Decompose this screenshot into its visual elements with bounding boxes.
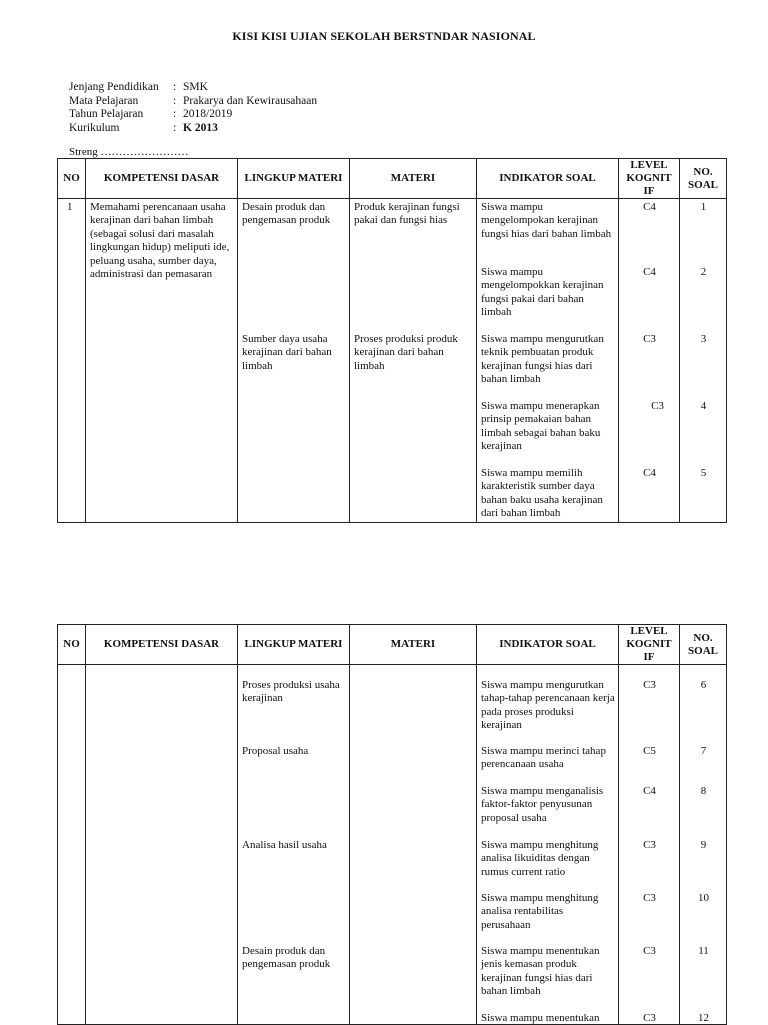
- level-text: C3: [651, 400, 664, 412]
- meta-row-kurikulum: [69, 122, 317, 136]
- nosoal-text: 8: [700, 785, 707, 797]
- indikator-text: Siswa mampu merinci tahap perencanaan usaha: [481, 745, 606, 771]
- header-level: LEVEL KOGNIT IF: [619, 625, 680, 665]
- nosoal-text: 1: [700, 201, 707, 213]
- level-text: C3: [643, 945, 656, 957]
- meta-value: 2018/2019: [183, 108, 233, 120]
- kisi-table-2: [57, 624, 727, 1025]
- kompetensi-text: Memahami perencanaan usaha kerajinan dari bahan limbah (sebagai solusi dari masalah lingkungan hidup) meliputi ide, peluang usaha, sumber daya, administrasi dan pemasaran: [90, 201, 230, 281]
- cell-kompetensi: [86, 665, 238, 1025]
- meta-colon: :: [173, 121, 177, 134]
- cell-no: [58, 199, 86, 523]
- meta-label: Jenjang Pendidikan: [69, 81, 159, 93]
- header-kompetensi: KOMPETENSI DASAR: [86, 625, 238, 665]
- header-materi: MATERI: [350, 159, 477, 199]
- meta-row-tahun: [69, 108, 317, 122]
- header-materi: MATERI: [350, 625, 477, 665]
- header-nosoal: NO. SOAL: [680, 625, 727, 665]
- nosoal-text: 12: [698, 1012, 709, 1024]
- level-text: C3: [643, 839, 656, 851]
- header-no: NO: [58, 159, 86, 199]
- nosoal-text: 10: [698, 892, 709, 904]
- streng-label: Streng ……………………: [69, 146, 189, 158]
- nosoal-text: 3: [700, 333, 707, 345]
- cell-nosoal: [680, 665, 727, 1025]
- cell-level: [619, 665, 680, 1025]
- lingkup-text: Sumber daya usaha kerajinan dari bahan limbah: [242, 333, 332, 372]
- table-row: [58, 199, 727, 523]
- meta-label: Mata Pelajaran: [69, 94, 139, 107]
- indikator-text: Siswa mampu menentukan jenis kemasan produk kerajinan fungsi hias dari bahan limbah: [481, 945, 600, 998]
- meta-colon: :: [173, 108, 177, 120]
- header-nosoal: NO. SOAL: [680, 159, 727, 199]
- table-row: [58, 665, 727, 1025]
- nosoal-text: 7: [700, 745, 707, 757]
- nosoal-text: 6: [700, 679, 707, 691]
- level-text: C3: [643, 679, 656, 691]
- indikator-text: Siswa mampu menghitung analisa rentabilitas perusahaan: [481, 892, 599, 931]
- header-kompetensi: KOMPETENSI DASAR: [86, 159, 238, 199]
- table-header-row: [58, 159, 727, 199]
- lingkup-text: Analisa hasil usaha: [242, 839, 327, 851]
- materi-text: Produk kerajinan fungsi pakai dan fungsi hias: [354, 201, 460, 227]
- nosoal-text: 9: [700, 839, 707, 851]
- header-indikator: INDIKATOR SOAL: [477, 625, 619, 665]
- cell-lingkup: [238, 199, 350, 523]
- meta-value: SMK: [183, 81, 208, 93]
- level-text: C3: [643, 1012, 656, 1024]
- meta-label: Tahun Pelajaran: [69, 108, 144, 120]
- indikator-text: Siswa mampu mengurutkan teknik pembuatan produk kerajinan fungsi hias dari bahan limbah: [481, 333, 604, 386]
- meta-colon: :: [173, 81, 177, 93]
- indikator-text: Siswa mampu mengelompokkan kerajinan fungsi pakai dari bahan limbah: [481, 266, 604, 319]
- level-text: C4: [643, 467, 656, 479]
- lingkup-text: Desain produk dan pengemasan produk: [242, 945, 331, 971]
- header-lingkup: LINGKUP MATERI: [238, 159, 350, 199]
- meta-colon: :: [173, 94, 177, 107]
- indikator-text: Siswa mampu memilih karakteristik sumber daya bahan baku usaha kerajinan dari bahan limbah: [481, 467, 603, 520]
- lingkup-text: Proses produksi usaha kerajinan: [242, 679, 340, 705]
- meta-value: K 2013: [183, 121, 218, 134]
- header-indikator: INDIKATOR SOAL: [477, 159, 619, 199]
- nosoal-text: 4: [700, 400, 707, 412]
- meta-row-mapel: [69, 95, 317, 109]
- kisi-table-1: [57, 158, 727, 523]
- cell-indikator: [477, 665, 619, 1025]
- lingkup-text: Desain produk dan pengemasan produk: [242, 201, 331, 227]
- cell-kompetensi: [86, 199, 238, 523]
- level-text: C4: [643, 201, 656, 213]
- lingkup-text: Proposal usaha: [242, 745, 309, 757]
- cell-materi: [350, 665, 477, 1025]
- table-header-row: [58, 625, 727, 665]
- materi-text: Proses produksi produk kerajinan dari bahan limbah: [354, 333, 458, 372]
- nosoal-text: 11: [698, 945, 709, 957]
- indikator-text: Siswa mampu mengurutkan tahap-tahap perencanaan kerja pada proses produksi kerajinan: [481, 679, 615, 732]
- header-level: LEVEL KOGNIT IF: [619, 159, 680, 199]
- cell-materi: [350, 199, 477, 523]
- indikator-text: Siswa mampu mengelompokan kerajinan fungsi hias dari bahan limbah: [481, 201, 612, 240]
- cell-level: [619, 199, 680, 523]
- level-text: C5: [643, 745, 656, 757]
- cell-no: [58, 665, 86, 1025]
- document-meta: [69, 81, 317, 135]
- cell-nosoal: [680, 199, 727, 523]
- cell-indikator: [477, 199, 619, 523]
- indikator-text: Siswa mampu menerapkan prinsip pemakaian bahan limbah sebagai bahan baku kerajinan: [481, 400, 601, 453]
- row-number: 1: [67, 201, 73, 213]
- level-text: C3: [643, 333, 656, 345]
- nosoal-text: 5: [700, 467, 707, 479]
- nosoal-text: 2: [700, 266, 707, 278]
- indikator-text: Siswa mampu menganalisis faktor-faktor penyusunan proposal usaha: [481, 785, 604, 824]
- indikator-text: Siswa mampu menghitung analisa likuiditas dengan rumus current ratio: [481, 839, 599, 878]
- document-title: KISI KISI UJIAN SEKOLAH BERSTNDAR NASIONAL: [232, 29, 536, 43]
- cell-lingkup: [238, 665, 350, 1025]
- meta-value: Prakarya dan Kewirausahaan: [183, 94, 318, 107]
- header-lingkup: LINGKUP MATERI: [238, 625, 350, 665]
- level-text: C4: [643, 266, 656, 278]
- level-text: C4: [643, 785, 656, 797]
- header-no: NO: [58, 625, 86, 665]
- level-text: C3: [643, 892, 656, 904]
- meta-label: Kurikulum: [69, 121, 120, 134]
- meta-row-jenjang: [69, 81, 317, 95]
- indikator-text: Siswa mampu menentukan: [481, 1012, 600, 1024]
